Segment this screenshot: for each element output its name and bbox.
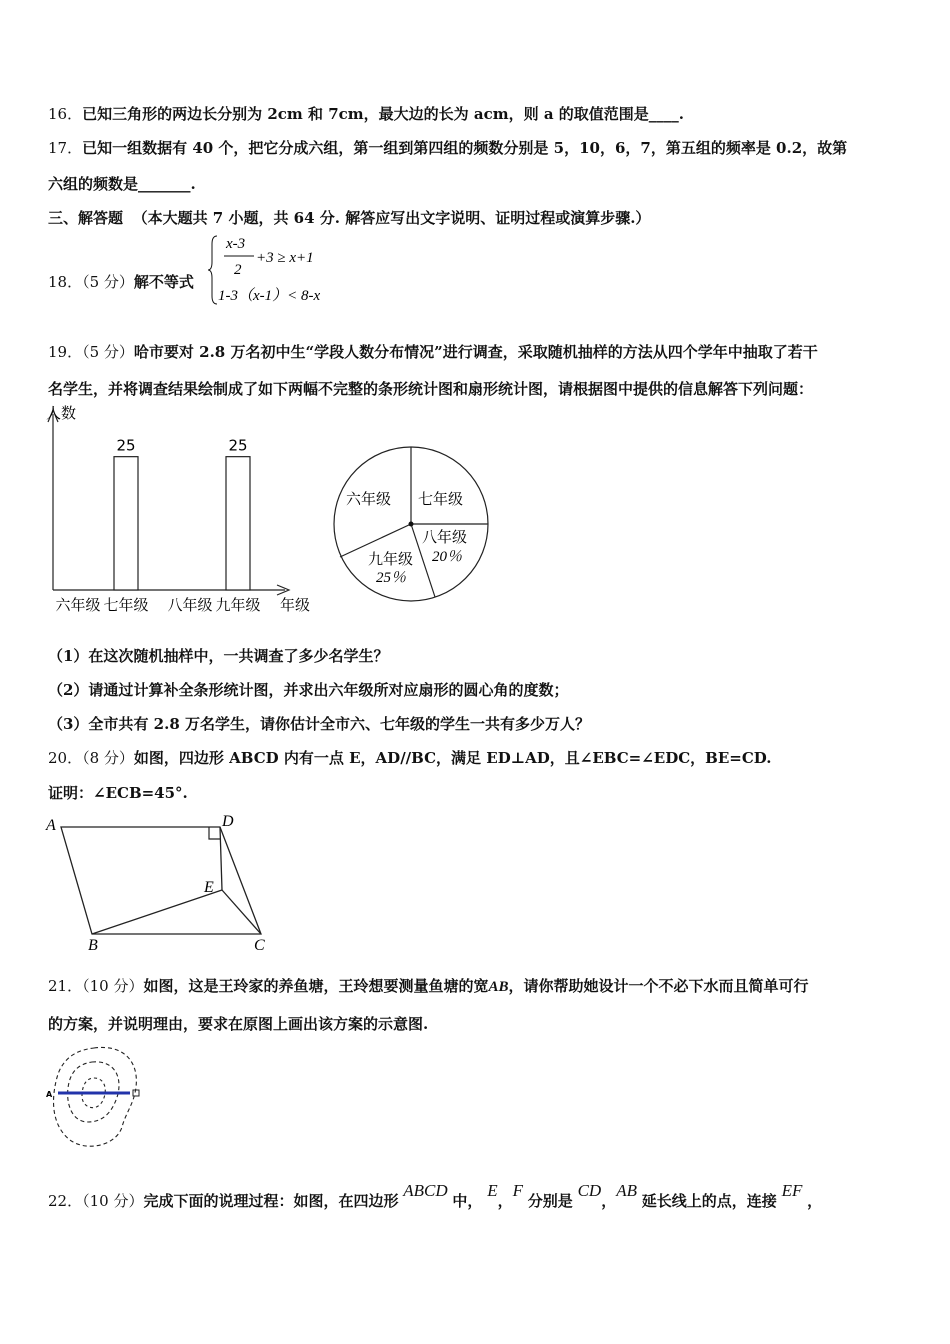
q16-blank: ____ (648, 105, 679, 123)
q22-text6: 延长线上的点，连接 (641, 1192, 777, 1210)
q22-math-e: E (487, 1181, 498, 1200)
q21-ab: AB (488, 979, 509, 995)
right-angle-mark (209, 827, 220, 839)
label-c: C (254, 937, 265, 954)
bar-chart-value-label: 25 (116, 436, 136, 455)
pie-label-grade7: 七年级 (418, 490, 464, 508)
q20-proof-text: 证明：∠ECB=45°. (48, 784, 188, 802)
q22-line1 (48, 1181, 823, 1216)
q17-number: 17． (48, 139, 83, 157)
q19-sub2-text: （2）请通过计算补全条形统计图，并求出六年级所对应扇形的圆心角的度数； (48, 681, 569, 699)
q19-text2: 名学生，并将调查结果绘制成了如下两幅不完整的条形统计图和扇形统计图，请根据图中提供的信息解答下列问题： (48, 380, 814, 398)
pond-label-a: A (46, 1090, 53, 1099)
section-3-heading (48, 208, 650, 228)
q21-line1 (48, 976, 809, 997)
q22-math-f: F (512, 1181, 524, 1200)
pie-label-grade8: 八年级 (422, 528, 468, 546)
q21-text2: 的方案，并说明理由，要求在原图上画出该方案的示意图. (48, 1015, 429, 1033)
q16-end: . (678, 105, 684, 123)
pond-figure (44, 1042, 154, 1154)
q19-sub1-text: （1）在这次随机抽样中，一共调查了多少名学生？ (48, 647, 389, 665)
q22-text3: ， (497, 1192, 513, 1210)
q22-text1: 完成下面的说理过程：如图，在四边形 (143, 1192, 399, 1210)
section-3-title: 三、解答题 (48, 209, 124, 227)
q19-sub3 (48, 714, 590, 734)
q18-frac-den: 2 (234, 262, 242, 278)
q19-score: （5 分） (82, 343, 134, 361)
q21-text1: 如图，这是王玲家的养鱼塘，王玲想要测量鱼塘的宽 (143, 977, 489, 995)
q20-score: （8 分） (82, 749, 134, 767)
label-e: E (204, 879, 214, 896)
q22-math-abcd: ABCD (403, 1181, 448, 1200)
bar-chart-bar (226, 457, 250, 590)
label-d: D (222, 813, 234, 830)
q17-line2 (48, 174, 196, 194)
q22-score: （10 分） (82, 1192, 144, 1210)
section-3-note: （本大题共 7 小题，共 64 分. 解答应写出文字说明、证明过程或演算步骤.） (132, 209, 651, 227)
q20-line1 (48, 748, 771, 768)
q17-end: . (190, 175, 196, 193)
bar-chart-tick-label: 九年级 (215, 596, 261, 614)
q19-number: 19． (48, 343, 83, 361)
q18-frac-num: x-3 (226, 236, 246, 252)
q19-line2 (48, 379, 813, 399)
q22-math-ef: EF (781, 1181, 803, 1200)
segment-ed (220, 827, 222, 890)
bar-chart-xlabel: 年级 (280, 596, 311, 614)
q17-text2: 六组的频数是 (48, 175, 139, 193)
q22-number: 22． (48, 1192, 83, 1210)
q19-line1 (48, 342, 818, 362)
q16-number: 16． (48, 105, 83, 123)
q20-figure (44, 810, 284, 958)
q20-proof (48, 783, 188, 803)
q22-text4: 分别是 (527, 1192, 573, 1210)
q22-math-cd: CD (577, 1181, 602, 1200)
bar-chart-ylabel: 人数 (46, 404, 77, 422)
q18-ineq1-rest: +3 ≥ x+1 (256, 250, 314, 266)
bar-chart (40, 404, 330, 620)
segment-be (92, 890, 222, 934)
q21-score: （10 分） (82, 977, 144, 995)
pond-point-b-marker (133, 1090, 139, 1096)
pie-label-grade6: 六年级 (346, 490, 392, 508)
q19-text1: 哈市要对 2.8 万名初中生“学段人数分布情况”进行调查，采取随机抽样的方法从四个学年中抽取了若干 (133, 343, 818, 361)
pie-percent-grade8: 20％ (432, 549, 463, 565)
bar-chart-value-label: 25 (228, 436, 248, 455)
q18-text: 解不等式 (133, 273, 194, 291)
q17-text1: 已知一组数据有 40 个，把它分成六组，第一组到第四组的频数分别是 5，10，6，7，第五组的频率是 0.2，故第 (82, 139, 848, 157)
q19-sub2 (48, 680, 568, 700)
q17-blank: _______ (138, 175, 191, 193)
pie-percent-grade9: 25％ (376, 570, 407, 586)
pie-label-grade9: 九年级 (368, 550, 414, 568)
q22-text7: ， (807, 1192, 823, 1210)
q18-number: 18． (48, 273, 83, 291)
q17-line1 (48, 138, 847, 158)
q18-head (48, 272, 194, 292)
pie-center (409, 522, 414, 527)
quadrilateral-abcd (61, 827, 261, 934)
bar-chart-tick-label: 七年级 (103, 596, 149, 614)
q21-number: 21． (48, 977, 83, 995)
q16 (48, 104, 684, 124)
q20-number: 20． (48, 749, 83, 767)
label-a: A (46, 817, 56, 834)
q19-sub1 (48, 646, 388, 666)
q18-inequality-system (208, 232, 348, 308)
bar-chart-bar (114, 457, 138, 590)
q22-math-ab: AB (616, 1181, 638, 1200)
bar-chart-tick-label: 六年级 (55, 596, 101, 614)
q21-line2 (48, 1014, 428, 1034)
pie-chart (332, 444, 496, 608)
segment-ec (222, 890, 261, 934)
q22-text5: ， (601, 1192, 617, 1210)
q18-score: （5 分） (82, 273, 134, 291)
pond-label-b: B (141, 1090, 148, 1099)
label-b: B (88, 937, 98, 954)
q20-text: 如图，四边形 ABCD 内有一点 E，AD//BC，满足 ED⊥AD，且∠EBC=∠EDC，BE=CD. (133, 749, 772, 767)
q19-sub3-text: （3）全市共有 2.8 万名学生，请你估计全市六、七年级的学生一共有多少万人？ (48, 715, 590, 733)
q22-text2: 中， (452, 1192, 483, 1210)
q18-brace (208, 236, 217, 304)
q16-text: 已知三角形的两边长分别为 2cm 和 7cm，最大边的长为 acm，则 a 的取值范围是 (82, 105, 649, 123)
q18-ineq2: 1-3（x-1）< 8-x (218, 288, 321, 304)
q21-text1-post: ，请你帮助她设计一个不必下水而且简单可行 (508, 977, 809, 995)
bar-chart-tick-label: 八年级 (167, 596, 213, 614)
